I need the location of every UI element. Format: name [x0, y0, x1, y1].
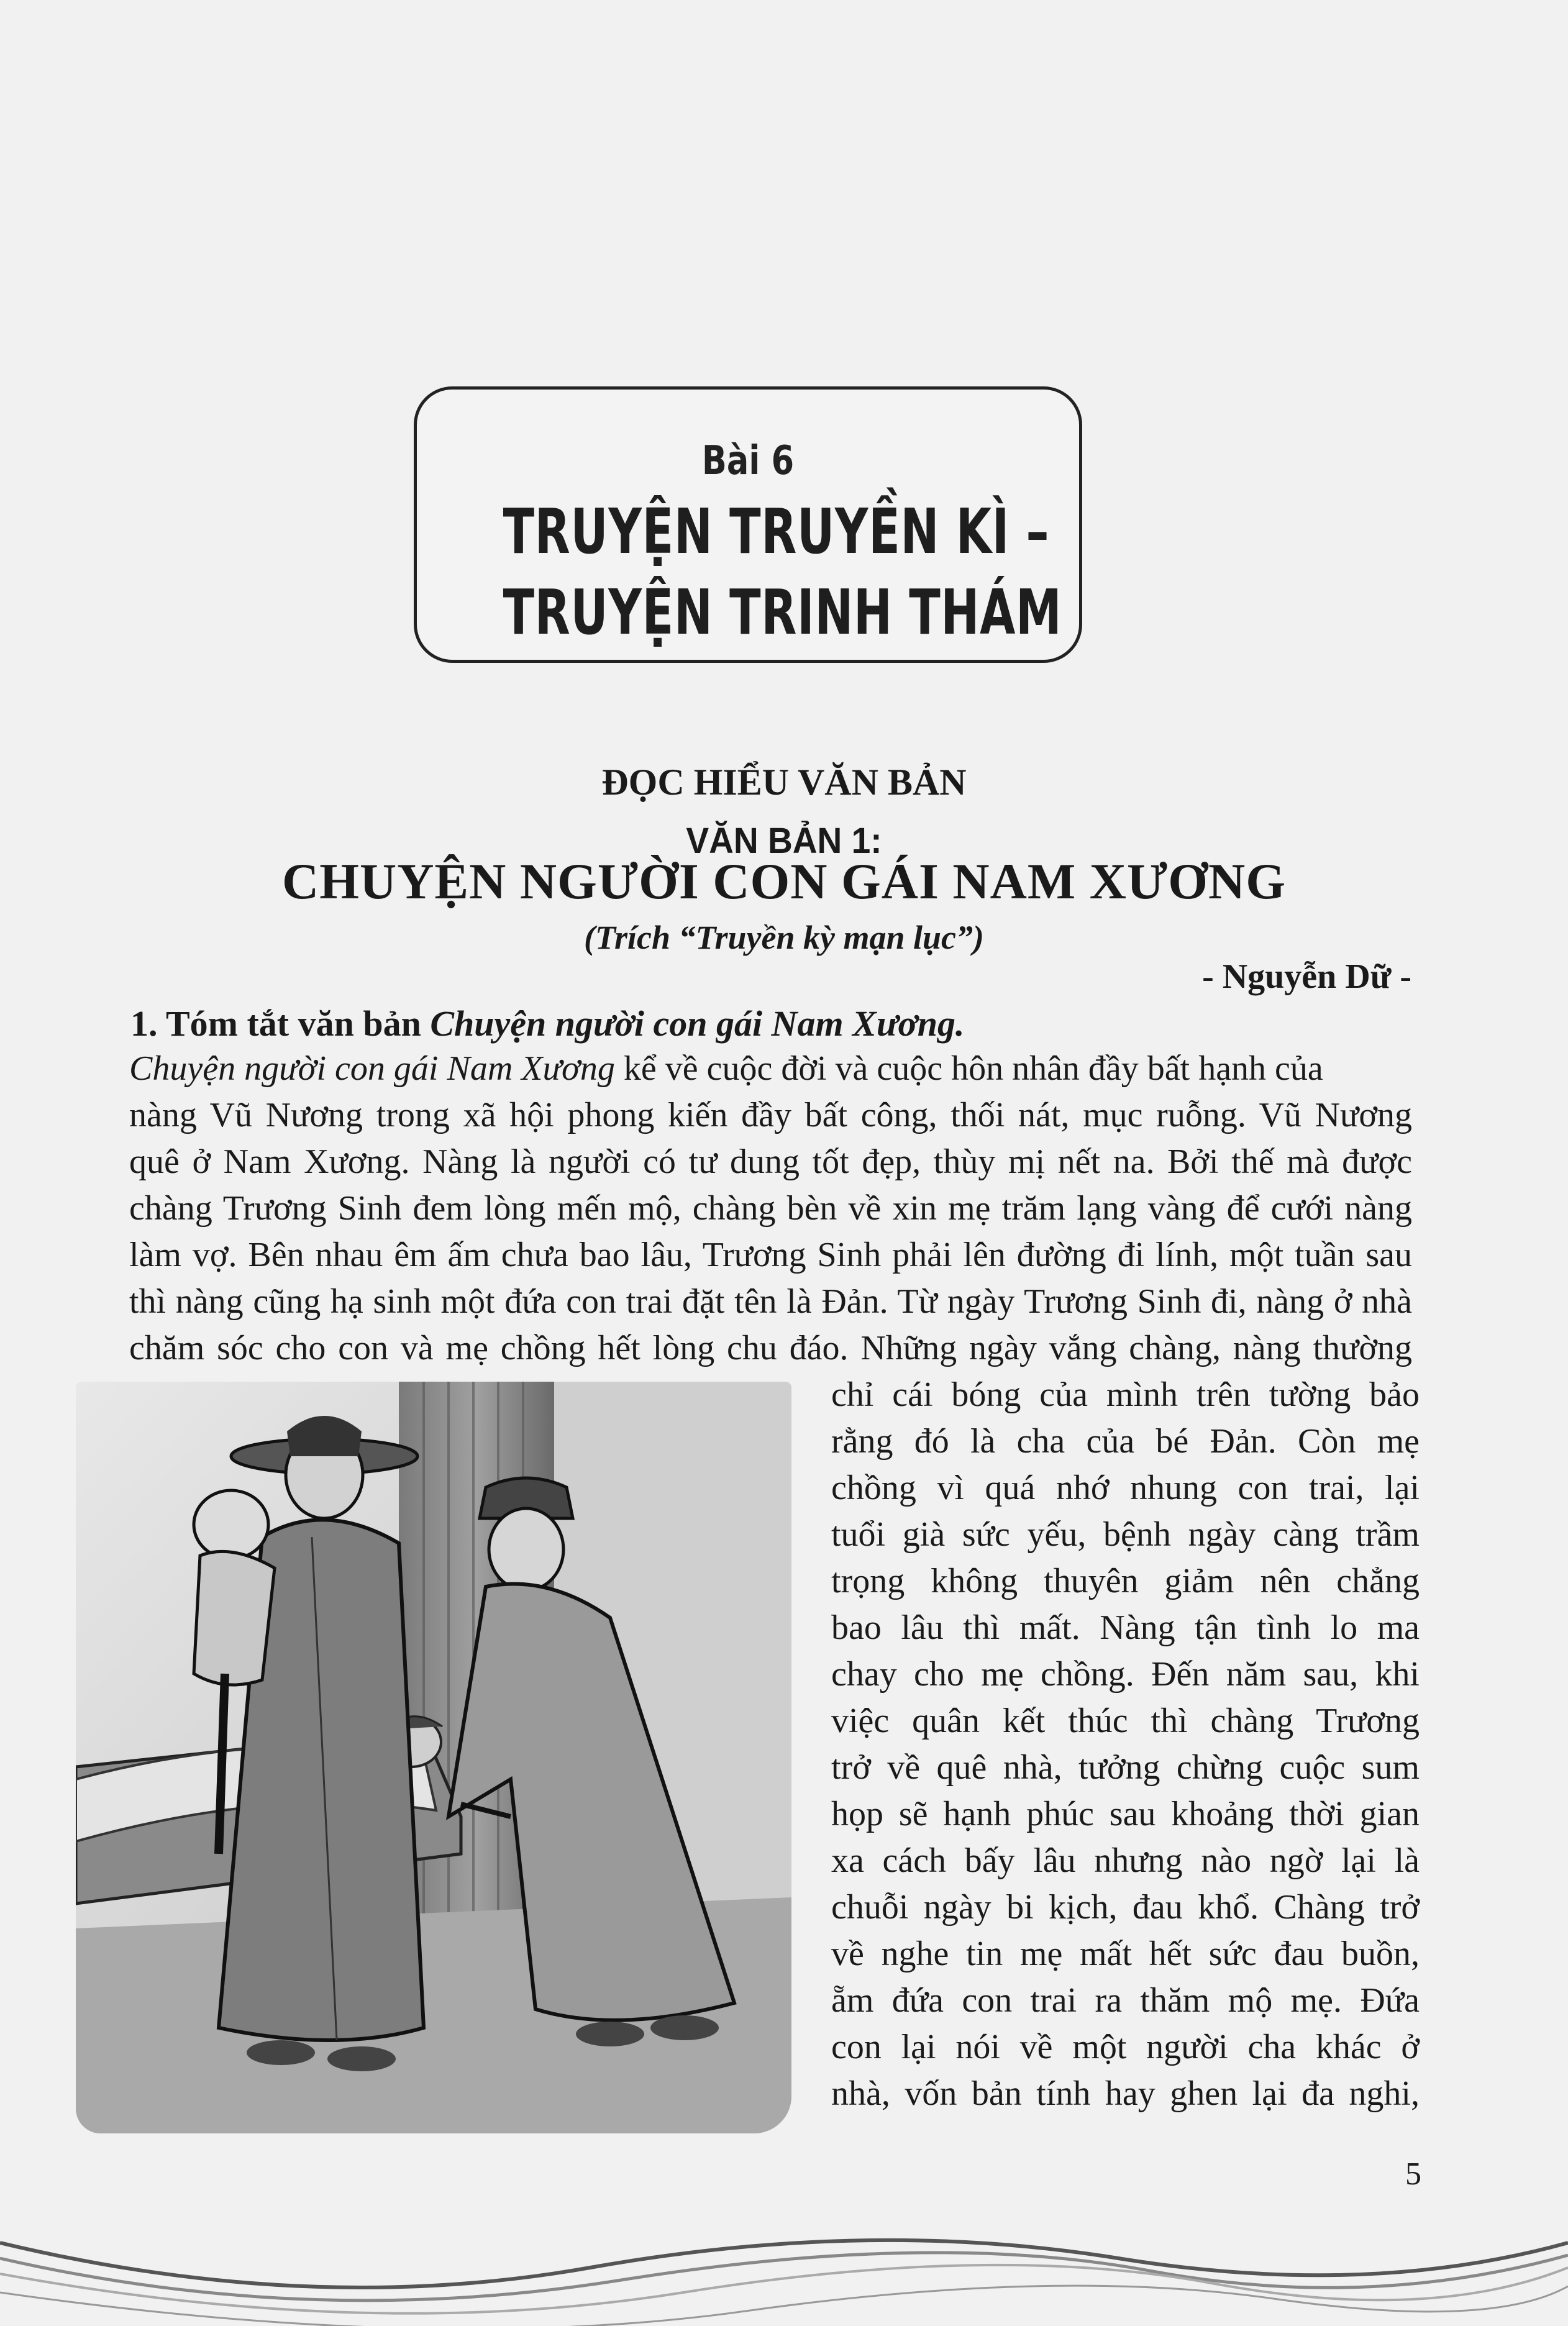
summary-heading-number: 1. Tóm tắt văn bản — [130, 1003, 431, 1044]
paragraph-first-line — [129, 1051, 1323, 1086]
column-text-line: nhà, vốn bản tính hay ghen lại đa nghi, — [831, 2074, 1420, 2113]
lesson-header-box — [414, 386, 1082, 663]
column-text-line: bao lâu thì mất. Nàng tận tình lo ma — [831, 1608, 1420, 1647]
lesson-title-line-2: TRUYỆN TRINH THÁM — [503, 576, 1062, 649]
text-line: thì nàng cũng hạ sinh một đứa con trai đặt tên là Đản. Từ ngày Trương Sinh đi, nàng ở nhà — [129, 1282, 1412, 1321]
lesson-number: Bài 6 — [701, 438, 795, 484]
text-line: chàng Trương Sinh đem lòng mến mộ, chàng bèn về xin mẹ trăm lạng vàng để cưới nàng — [129, 1189, 1412, 1228]
story-title: CHUYỆN NGƯỜI CON GÁI NAM XƯƠNG — [281, 853, 1287, 910]
text-line: chăm sóc cho con và mẹ chồng hết lòng chu đáo. Những ngày vắng chàng, nàng thường — [129, 1329, 1412, 1367]
summary-heading — [130, 1003, 964, 1044]
column-text-line: xa cách bấy lâu nhưng nào ngờ lại là — [831, 1841, 1420, 1880]
column-text-line: họp sẽ hạnh phúc sau khoảng thời gian — [831, 1795, 1420, 1833]
lesson-title-line-1: TRUYỆN TRUYỀN KÌ – — [503, 495, 1050, 568]
column-text-line: con lại nói về một người cha khác ở — [831, 2028, 1420, 2066]
column-text-line: về nghe tin mẹ mất hết sức đau buồn, — [831, 1935, 1420, 1973]
text-line: làm vợ. Bên nhau êm ấm chưa bao lâu, Trương Sinh phải lên đường đi lính, một tuần sau — [129, 1236, 1412, 1274]
page-number: 5 — [1405, 2156, 1421, 2192]
text-line: nàng Vũ Nương trong xã hội phong kiến đầy bất công, thối nát, mục ruỗng. Vũ Nương — [129, 1096, 1412, 1134]
column-text-line: chỉ cái bóng của mình trên tường bảo — [831, 1375, 1420, 1414]
section-heading: ĐỌC HIỂU VĂN BẢN — [601, 762, 967, 803]
column-text-line: tuổi già sức yếu, bệnh ngày càng trầm — [831, 1515, 1420, 1554]
column-text-line: việc quân kết thúc thì chàng Trương — [831, 1702, 1420, 1740]
story-title-inline: Chuyện người con gái Nam Xương — [129, 1049, 615, 1088]
column-text-line: rằng đó là cha của bé Đản. Còn mẹ — [831, 1422, 1420, 1461]
text-line: quê ở Nam Xương. Nàng là người có tư dung tốt đẹp, thùy mị nết na. Bởi thế mà được — [129, 1142, 1412, 1181]
column-text-line: chồng vì quá nhớ nhung con trai, lại — [831, 1469, 1420, 1507]
text-label: VĂN BẢN 1: — [686, 821, 882, 861]
column-text-line: trọng không thuyên giảm nên chẳng — [831, 1562, 1420, 1600]
decorative-wave-footer — [0, 2199, 1568, 2326]
story-illustration — [76, 1382, 791, 2133]
column-text-line: ẵm đứa con trai ra thăm mộ mẹ. Đứa — [831, 1981, 1420, 2020]
summary-heading-title: Chuyện người con gái Nam Xương. — [430, 1003, 965, 1044]
column-text-line: chay cho mẹ chồng. Đến năm sau, khi — [831, 1655, 1420, 1694]
illustration-drawing — [76, 1382, 791, 2133]
column-text-line: chuỗi ngày bi kịch, đau khổ. Chàng trở — [831, 1888, 1420, 1927]
extract-note: (Trích “Truyền kỳ mạn lục”) — [584, 919, 984, 956]
author-name: - Nguyễn Dữ - — [1202, 957, 1411, 996]
column-text-line: trở về quê nhà, tưởng chừng cuộc sum — [831, 1748, 1420, 1787]
first-line-text: kể về cuộc đời và cuộc hôn nhân đầy bất hạnh của — [614, 1049, 1323, 1088]
